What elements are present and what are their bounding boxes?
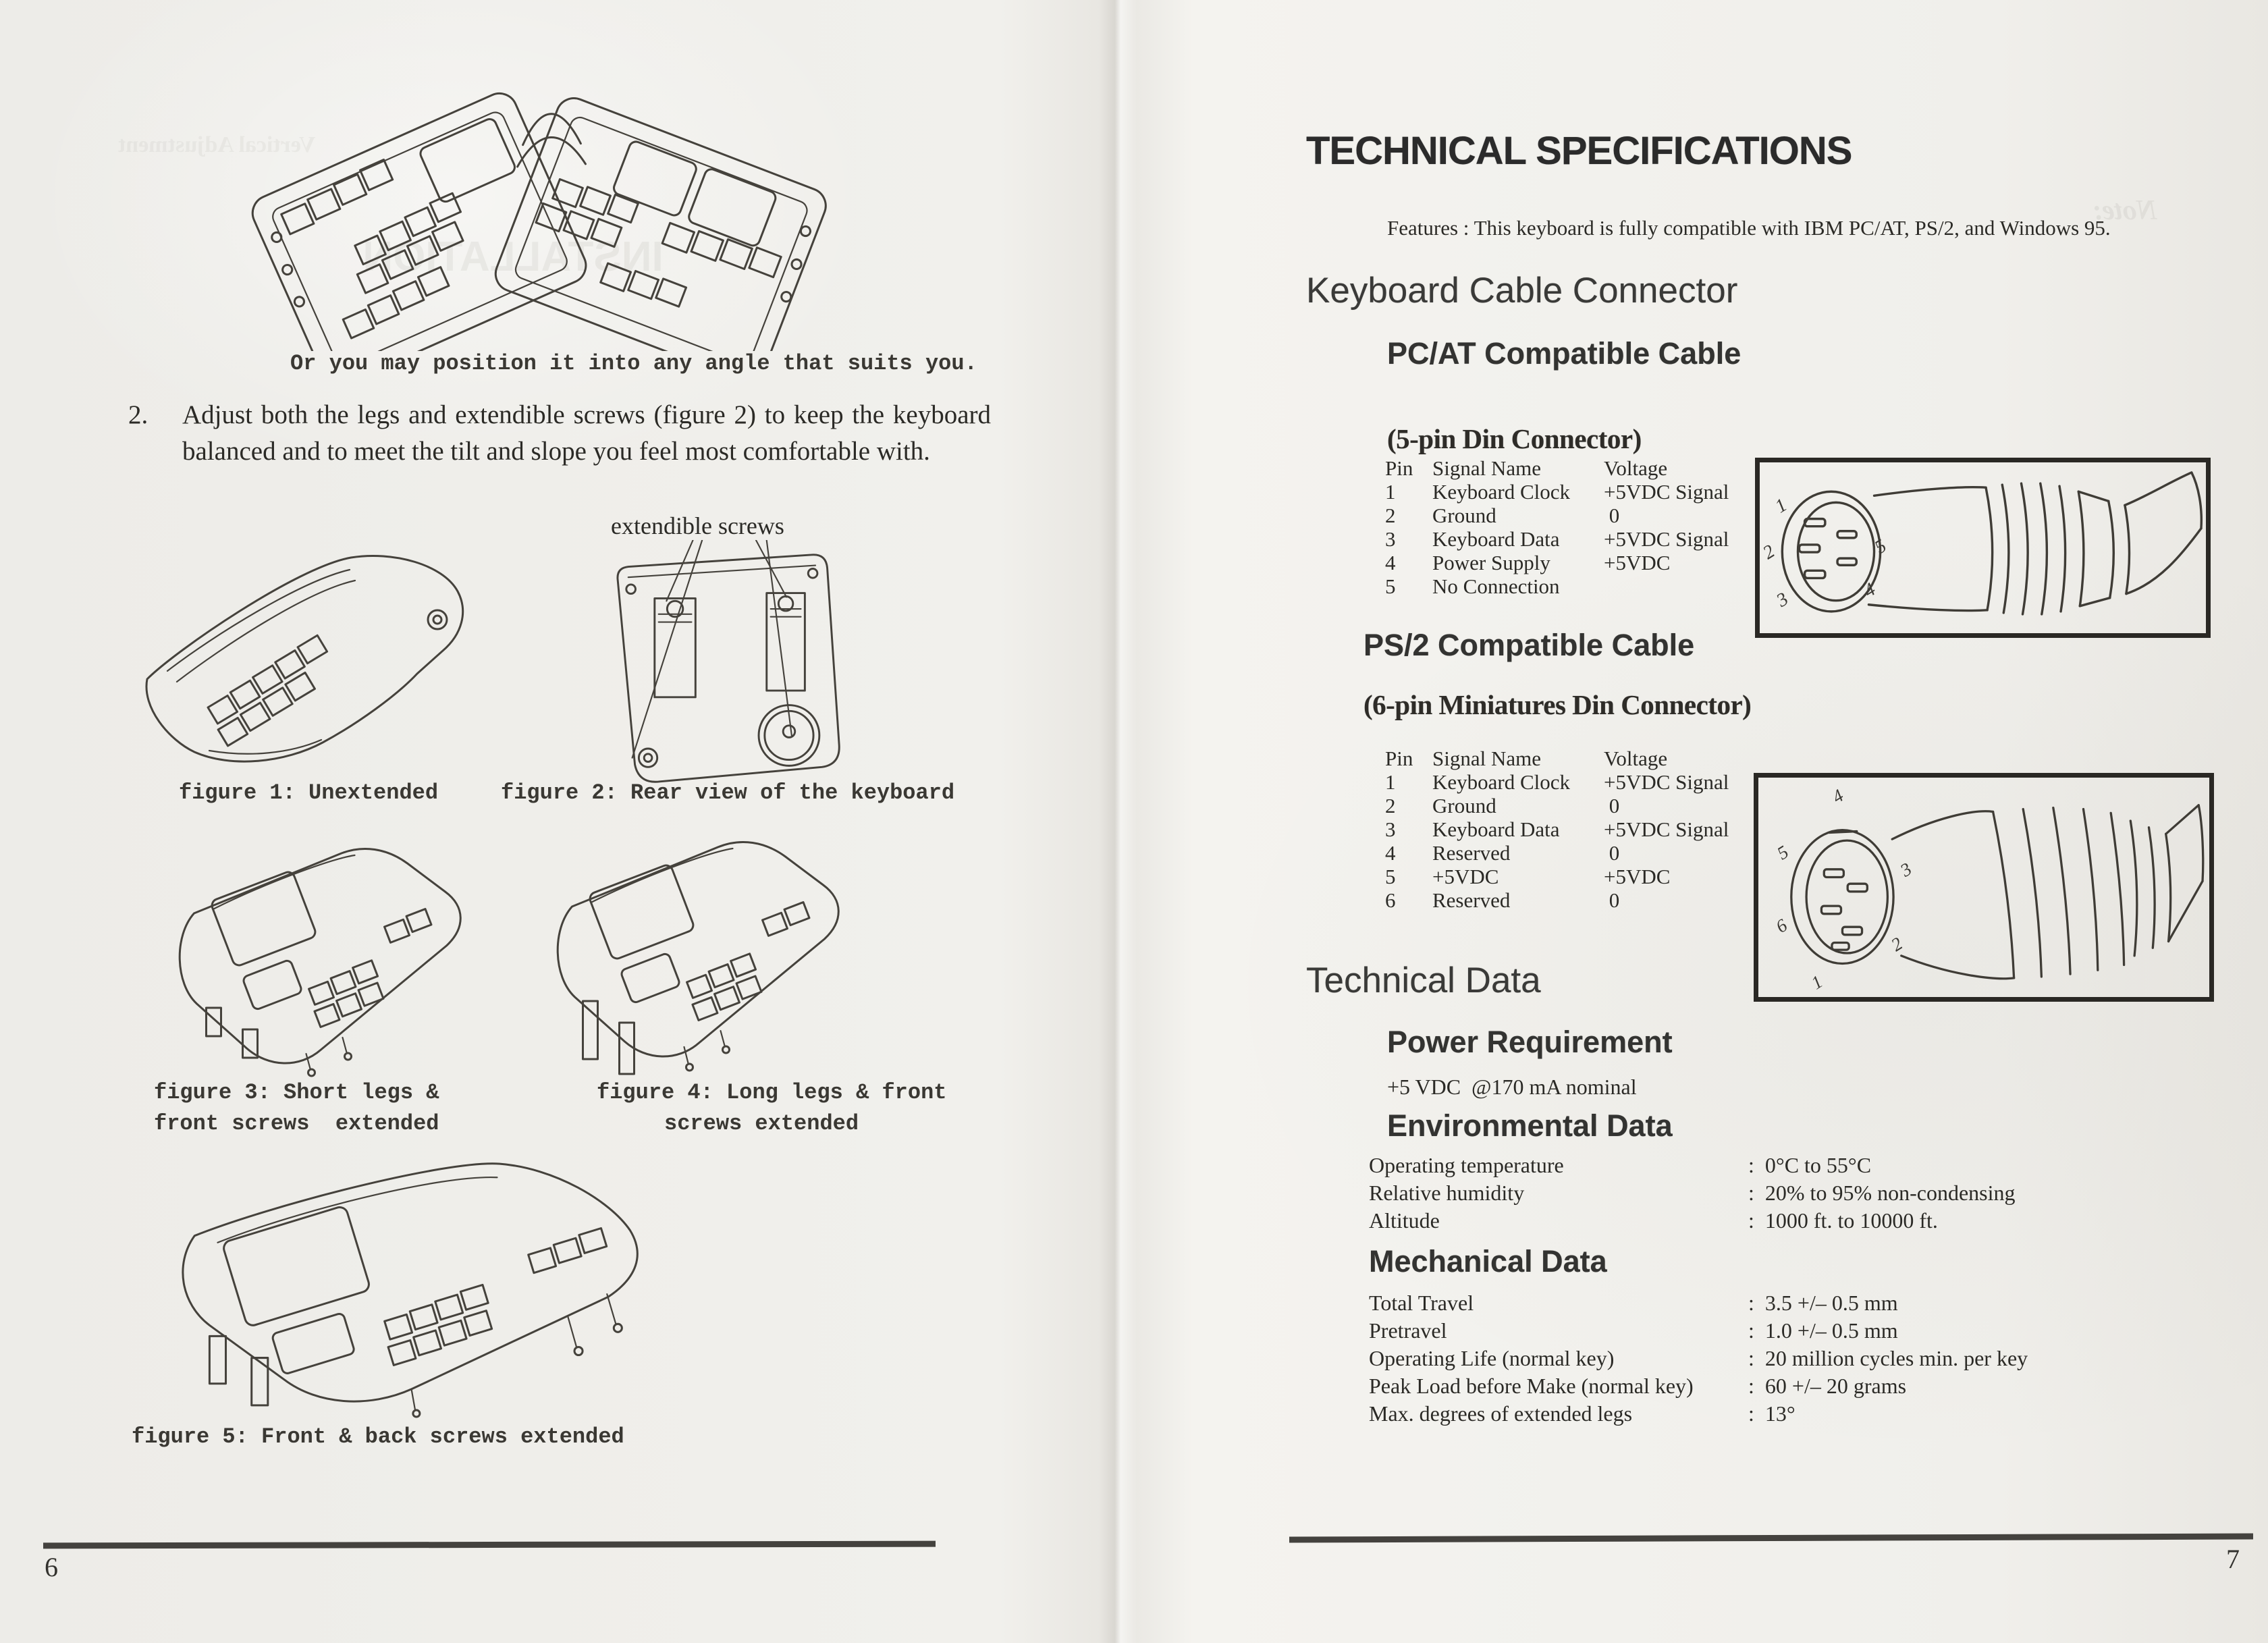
spec-value: : 1.0 +/– 0.5 mm [1748,1318,1898,1343]
spec-value: : 13° [1748,1401,1796,1426]
spec-value: : 3.5 +/– 0.5 mm [1748,1291,1898,1315]
table-cell: 2 [1385,504,1396,527]
pcat-col-header-voltage: Voltage [1604,456,1668,480]
mechanical-data-table [1369,1289,2240,1428]
pcat-pin-table [1385,456,1763,598]
spec-label: Total Travel [1369,1291,1474,1315]
spec-label: Peak Load before Make (normal key) [1369,1374,1694,1398]
table-cell: Ground [1432,504,1496,527]
spec-label: Pretravel [1369,1318,1447,1343]
table-cell: 0 [1604,504,1620,527]
figure-1-drawing [128,540,506,776]
table-cell: Keyboard Clock [1432,770,1571,794]
figure-3-caption-line1: figure 3: Short legs & [154,1080,439,1105]
ps2-pin-label: 5 [1773,841,1792,864]
table-cell [1604,574,1763,598]
figure-2-caption: figure 2: Rear view of the keyboard [501,780,955,805]
table-cell: 0 [1604,841,1620,865]
spec-value: : 20% to 95% non-condensing [1748,1181,2016,1205]
left-page-number: 6 [45,1552,58,1582]
ps2-col-header-signal: Signal Name [1432,747,1541,770]
din5-pin-label: 3 [1773,588,1792,612]
heading-ps2-cable: PS/2 Compatible Cable [1364,628,1695,662]
ps2-pin-label: 1 [1807,971,1827,994]
right-page-number: 7 [2226,1544,2240,1574]
table-cell: +5VDC [1432,865,1499,888]
table-cell: 5 [1385,574,1396,598]
figure-5-drawing [91,1141,773,1419]
din5-connector-drawing [1760,462,2206,633]
table-cell: 3 [1385,817,1396,841]
right-page [1134,0,2268,1643]
table-cell: 2 [1385,794,1396,817]
spec-label: Operating temperature [1369,1153,1564,1177]
spec-label: Max. degrees of extended legs [1369,1401,1633,1426]
extendible-screws-label: extendible screws [611,512,784,539]
step-marker: 2. [128,400,148,429]
table-cell: 1 [1385,480,1396,504]
section-keyboard-cable-connector: Keyboard Cable Connector [1306,271,1738,311]
section-technical-data: Technical Data [1306,961,1541,1000]
ps2-pin-label: 2 [1887,933,1906,956]
spec-label: Relative humidity [1369,1181,1525,1205]
table-cell: 1 [1385,770,1396,794]
figure-1-caption: figure 1: Unextended [179,780,439,805]
figure-4-caption-line2: screws extended [664,1111,859,1136]
table-cell: +5VDC Signal [1604,527,1729,551]
ps2-connector-drawing [1758,778,2209,997]
table-cell: 5 [1385,865,1396,888]
heading-power-requirement: Power Requirement [1387,1025,1673,1059]
spec-value: : 60 +/– 20 grams [1748,1374,1907,1398]
figure-2-drawing [594,540,871,790]
figure-4-drawing [516,820,871,1075]
left-footer-rule [43,1541,936,1549]
spec-value: : 1000 ft. to 10000 ft. [1748,1208,1938,1233]
figure-5-front-back-screws [91,1141,773,1419]
table-cell: 4 [1385,551,1396,574]
figure-5-caption: figure 5: Front & back screws extended [132,1424,624,1449]
table-cell: 6 [1385,888,1396,912]
table-cell: Ground [1432,794,1496,817]
figure-4-caption-line1: figure 4: Long legs & front [597,1080,947,1105]
figure-2-rear-view [594,540,871,790]
ps2-pin-label: 4 [1828,785,1847,807]
heading-environmental-data: Environmental Data [1387,1108,1673,1143]
spec-value: : 20 million cycles min. per key [1748,1346,2028,1370]
features-line: Features : This keyboard is fully compatible with IBM PC/AT, PS/2, and Windows 95. [1387,216,2111,240]
subheading-5pin-din: (5-pin Din Connector) [1387,423,1642,454]
ps2-pin-label: 3 [1896,858,1916,881]
table-cell: +5VDC Signal [1604,480,1729,504]
figure-1-keyboard-unextended [128,540,506,776]
ps2-col-header-voltage: Voltage [1604,747,1668,770]
table-cell: +5VDC [1604,551,1671,574]
position-caption: Or you may position it into any angle that suits you. [290,351,977,376]
table-cell: 4 [1385,841,1396,865]
bleedthrough-installation: INSTALLATION [362,234,664,280]
table-cell: No Connection [1432,574,1560,598]
table-cell: Keyboard Clock [1432,480,1571,504]
figure-3-caption-line2: front screws extended [154,1111,439,1136]
pcat-col-header-pin: Pin [1385,456,1413,480]
split-keyboard-illustration [182,64,918,351]
bleedthrough-note: Note: [2092,195,2157,226]
table-cell: Reserved [1432,888,1511,912]
heading-pcat-cable: PC/AT Compatible Cable [1387,336,1742,371]
page-title: TECHNICAL SPECIFICATIONS [1306,129,1852,173]
table-cell: 3 [1385,527,1396,551]
spec-label: Altitude [1369,1208,1440,1233]
subheading-6pin-miniature-din: (6-pin Miniatures Din Connector) [1364,689,1752,720]
table-cell: +5VDC Signal [1604,817,1729,841]
spec-value: : 0°C to 55°C [1748,1153,1872,1177]
power-requirement-value: +5 VDC @170 mA nominal [1387,1075,1637,1099]
table-cell: 0 [1604,794,1620,817]
table-cell: +5VDC [1604,865,1671,888]
right-footer-rule [1289,1534,2253,1543]
figure-3-drawing [138,827,493,1082]
table-cell: Power Supply [1432,551,1550,574]
ps2-col-header-pin: Pin [1385,747,1413,770]
step-text: Adjust both the legs and extendible screws (figure 2) to keep the keyboard balanced and to meet the tilt and slope you feel most comfortable with. [182,400,991,466]
table-cell: Keyboard Data [1432,817,1560,841]
table-cell: Reserved [1432,841,1511,865]
din5-connector-box [1755,458,2211,638]
step-paragraph [128,397,991,470]
din5-pin-label: 5 [1870,535,1891,559]
figure-3-short-legs [138,827,493,1082]
table-cell: 0 [1604,888,1620,912]
spec-label: Operating Life (normal key) [1369,1346,1615,1370]
pcat-col-header-signal: Signal Name [1432,456,1541,480]
environmental-data-table [1369,1152,2219,1235]
din5-pin-label: 4 [1860,578,1880,602]
heading-mechanical-data: Mechanical Data [1369,1244,1607,1278]
din5-pin-label: 2 [1760,541,1779,564]
table-cell: Keyboard Data [1432,527,1560,551]
split-keyboard-drawing [182,64,918,351]
din5-pin-label: 1 [1771,494,1791,518]
ps2-pin-table [1385,747,1763,912]
figure-4-long-legs [516,820,871,1075]
ps2-pin-label: 6 [1772,915,1791,937]
bleedthrough-vertical-adjustment: Vertical Adjustment [118,132,316,157]
ps2-connector-box [1754,773,2214,1002]
table-cell: +5VDC Signal [1604,770,1729,794]
